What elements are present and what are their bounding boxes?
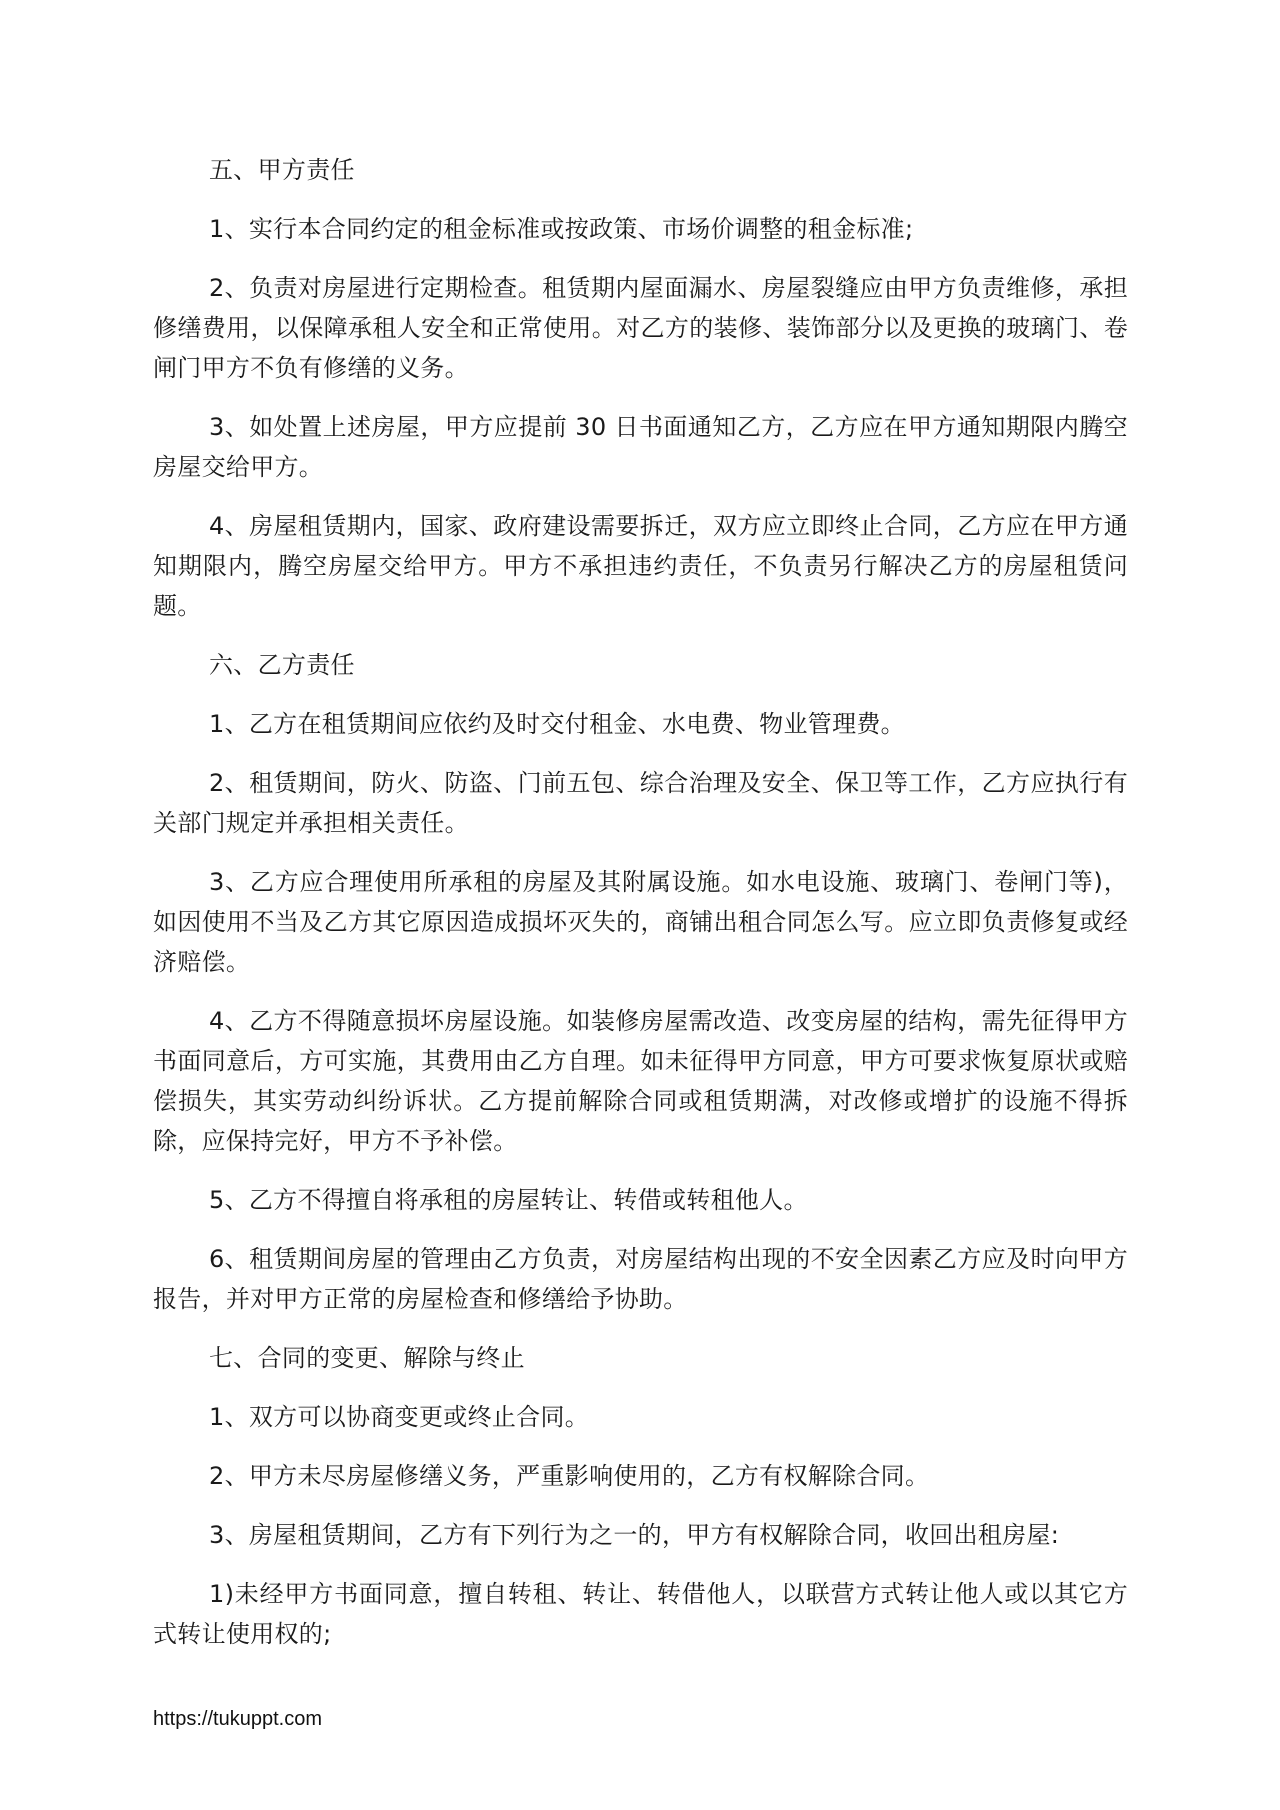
clause-6-6: 6、租赁期间房屋的管理由乙方负责，对房屋结构出现的不安全因素乙方应及时向甲方报告，并对甲方正常的房屋检查和修缮给予协助。 — [153, 1245, 1128, 1313]
clause-6-3: 3、乙方应合理使用所承租的房屋及其附属设施。如水电设施、玻璃门、卷闸门等)，如因使用不当及乙方其它原因造成损坏灭失的，商铺出租合同怎么写。应立即负责修复或经济赔偿。 — [153, 868, 1128, 976]
clause-7-3-1: 1)未经甲方书面同意，擅自转租、转让、转借他人，以联营方式转让他人或以其它方式转让使用权的; — [153, 1580, 1128, 1648]
clause-7-1: 1、双方可以协商变更或终止合同。 — [209, 1403, 590, 1431]
clause-6-4: 4、乙方不得随意损坏房屋设施。如装修房屋需改造、改变房屋的结构，需先征得甲方书面同意后，方可实施，其费用由乙方自理。如未征得甲方同意，甲方可要求恢复原状或赔偿损失，其实劳动纠纷诉状。乙方提前解除合同或租赁期满，对改修或增扩的设施不得拆除，应保持完好，甲方不予补偿。 — [153, 1007, 1128, 1155]
footer-url: https://tukuppt.com — [153, 1708, 322, 1730]
document-body — [153, 150, 1128, 1673]
section-heading-6: 六、乙方责任 — [209, 651, 355, 679]
section-heading-7: 七、合同的变更、解除与终止 — [209, 1344, 525, 1372]
clause-6-1: 1、乙方在租赁期间应依约及时交付租金、水电费、物业管理费。 — [209, 710, 905, 738]
clause-5-1: 1、实行本合同约定的租金标准或按政策、市场价调整的租金标准; — [209, 215, 914, 243]
clause-5-3: 3、如处置上述房屋，甲方应提前 30 日书面通知乙方，乙方应在甲方通知期限内腾空房屋交给甲方。 — [153, 413, 1128, 481]
section-heading-5: 五、甲方责任 — [209, 156, 355, 184]
clause-7-2: 2、甲方未尽房屋修缮义务，严重影响使用的，乙方有权解除合同。 — [209, 1462, 930, 1490]
clause-5-4: 4、房屋租赁期内，国家、政府建设需要拆迁，双方应立即终止合同，乙方应在甲方通知期限内，腾空房屋交给甲方。甲方不承担违约责任，不负责另行解决乙方的房屋租赁问题。 — [153, 512, 1128, 620]
clause-6-2: 2、租赁期间，防火、防盗、门前五包、综合治理及安全、保卫等工作，乙方应执行有关部门规定并承担相关责任。 — [153, 769, 1128, 837]
clause-6-5: 5、乙方不得擅自将承租的房屋转让、转借或转租他人。 — [209, 1186, 808, 1214]
clause-5-2: 2、负责对房屋进行定期检查。租赁期内屋面漏水、房屋裂缝应由甲方负责维修，承担修缮费用，以保障承租人安全和正常使用。对乙方的装修、装饰部分以及更换的玻璃门、卷闸门甲方不负有修缮的义务。 — [153, 274, 1128, 382]
clause-7-3: 3、房屋租赁期间，乙方有下列行为之一的，甲方有权解除合同，收回出租房屋: — [209, 1521, 1060, 1549]
